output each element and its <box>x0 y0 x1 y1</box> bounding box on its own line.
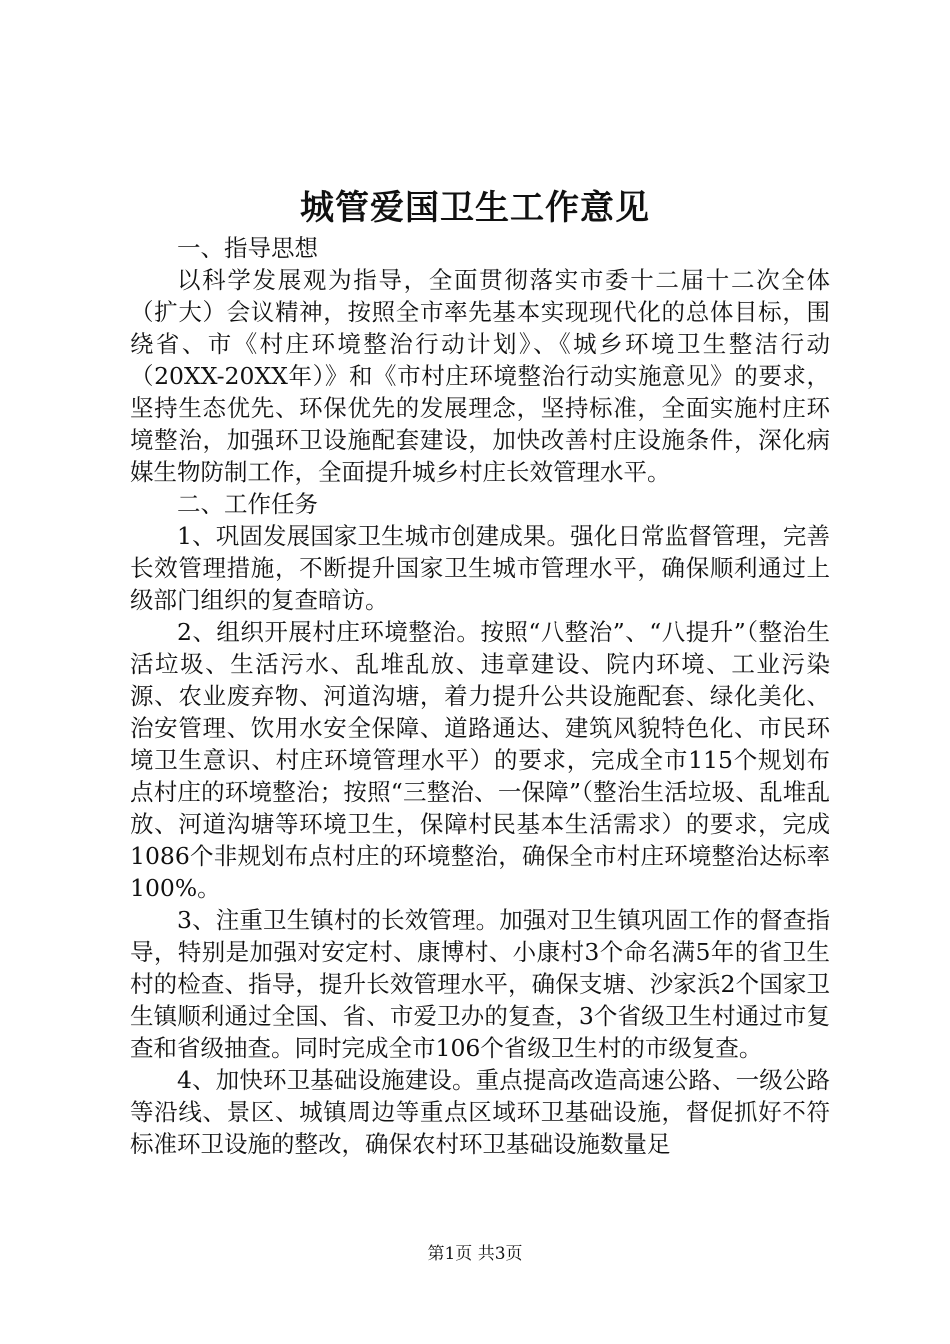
document-title: 城管爱国卫生工作意见 <box>300 188 650 228</box>
paragraph-guiding-thought: 以科学发展观为指导，全面贯彻落实市委十二届十二次全体（扩大）会议精神，按照全市率先基本实现现代化的总体目标，围绕省、市《村庄环境整治行动计划》、《城乡环境卫生整洁行动（20XX-20XX年）》和《市村庄环境整治行动实施意见》的要求，坚持生态优先、环保优先的发展理念，坚持标准，全面实施村庄环境整治，加强环卫设施配套建设，加快改善村庄设施条件，深化病媒生物防制工作，全面提升城乡村庄长效管理水平。 <box>130 266 830 486</box>
paragraph-task-4: 4、加快环卫基础设施建设。重点提高改造高速公路、一级公路等沿线、景区、城镇周边等重点区域环卫基础设施，督促抓好不符标准环卫设施的整改，确保农村环卫基础设施数量足 <box>130 1066 830 1158</box>
paragraph-task-2: 2、组织开展村庄环境整治。按照“八整治”、“八提升”（整治生活垃圾、生活污水、乱堆乱放、违章建设、院内环境、工业污染源、农业废弃物、河道沟塘，着力提升公共设施配套、绿化美化、治安管理、饮用水安全保障、道路通达、建筑风貌特色化、市民环境卫生意识、村庄环境管理水平）的要求，完成全市115个规划布点村庄的环境整治；按照“三整治、一保障”（整治生活垃圾、乱堆乱放、河道沟塘等环境卫生，保障村民基本生活需求）的要求，完成1086个非规划布点村庄的环境整治，确保全市村庄环境整治达标率100%。 <box>130 618 830 902</box>
paragraph-task-3: 3、注重卫生镇村的长效管理。加强对卫生镇巩固工作的督查指导，特别是加强对安定村、康博村、小康村3个命名满5年的省卫生村的检查、指导，提升长效管理水平，确保支塘、沙家浜2个国家卫生镇顺利通过全国、省、市爱卫办的复查，3个省级卫生村通过市复查和省级抽查。同时完成全市106个省级卫生村的市级复查。 <box>130 906 830 1062</box>
section-heading-guiding-thought: 一、指导思想 <box>177 234 318 262</box>
section-heading-work-tasks: 二、工作任务 <box>177 490 318 518</box>
paragraph-task-1: 1、巩固发展国家卫生城市创建成果。强化日常监督管理，完善长效管理措施，不断提升国家卫生城市管理水平，确保顺利通过上级部门组织的复查暗访。 <box>130 522 830 614</box>
document-body <box>130 232 830 1160</box>
page-footer: 第1页 共3页 <box>427 1244 523 1264</box>
